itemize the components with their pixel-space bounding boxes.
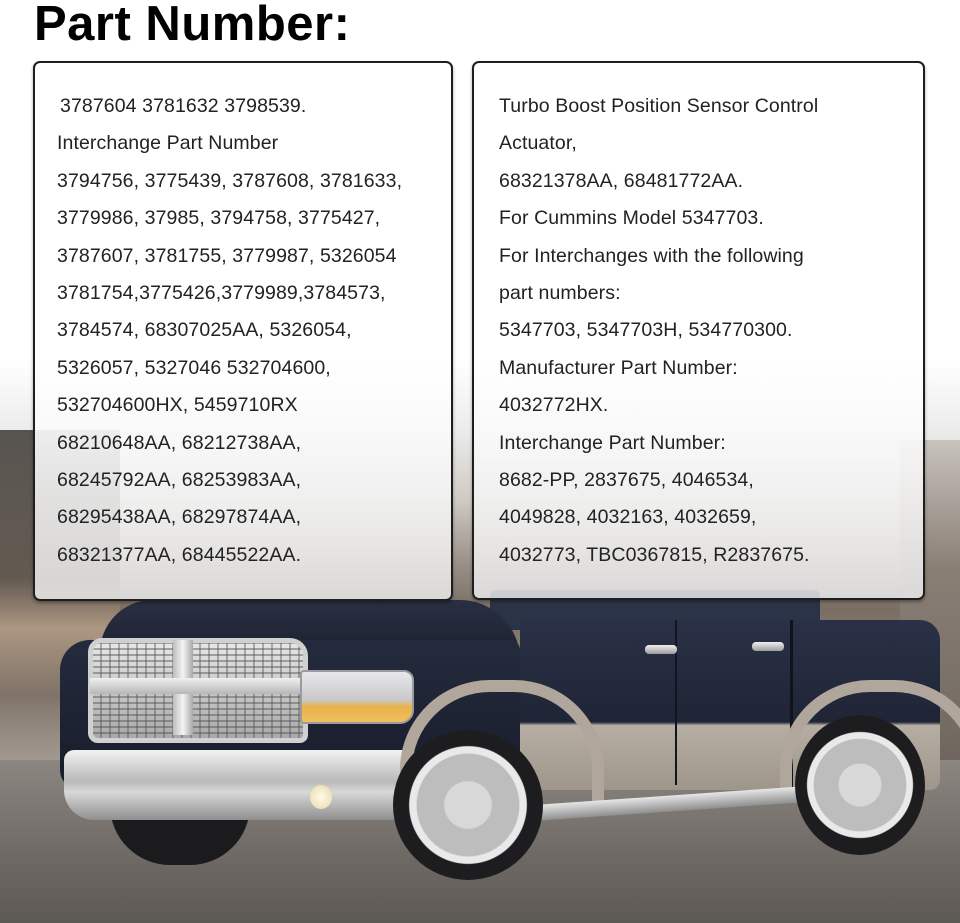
- text-line: 4032773, TBC0367815, R2837675.: [499, 543, 810, 566]
- text-line: 68321377AA, 68445522AA.: [57, 543, 302, 566]
- text-line: Interchange Part Number:: [499, 431, 726, 454]
- text-line: 3784574, 68307025AA, 5326054,: [57, 319, 352, 342]
- rear-wheel: [795, 715, 925, 855]
- truck-headlight: [300, 670, 414, 724]
- text-line: 3794756, 3775439, 3787608, 3781633,: [57, 169, 403, 192]
- text-line: 4032772HX.: [499, 394, 609, 417]
- text-line: 4049828, 4032163, 4032659,: [499, 506, 757, 529]
- text-line: 8682-PP, 2837675, 4046534,: [499, 469, 754, 492]
- truck-foglight: [310, 785, 332, 809]
- page-title: Part Number:: [34, 0, 351, 51]
- interchange-part-numbers-box: [33, 61, 453, 601]
- text-line: Manufacturer Part Number:: [499, 356, 738, 379]
- text-line: 68210648AA, 68212738AA,: [57, 431, 302, 454]
- text-line: 3779986, 37985, 3794758, 3775427,: [57, 207, 381, 230]
- door-handle-rear: [752, 642, 784, 651]
- product-description-box: [472, 61, 925, 600]
- text-line: 68245792AA, 68253983AA,: [57, 469, 302, 492]
- text-line: Interchange Part Number: [57, 132, 279, 155]
- text-line: Turbo Boost Position Sensor Control: [499, 95, 819, 117]
- text-line: 3787604 3781632 3798539.: [60, 95, 307, 117]
- front-wheel: [393, 730, 543, 880]
- truck-bumper: [64, 750, 414, 820]
- text-line: 5347703, 5347703H, 534770300.: [499, 319, 793, 342]
- grille-crosshair-horizontal: [90, 678, 300, 694]
- text-line: For Cummins Model 5347703.: [499, 207, 764, 230]
- door-handle-front: [645, 645, 677, 654]
- pickup-truck-image: [60, 590, 950, 900]
- part-number-list-left: [57, 88, 402, 574]
- text-line: part numbers:: [499, 282, 621, 305]
- text-line: 3781754,3775426,3779989,3784573,: [57, 282, 386, 305]
- part-number-list-right: [499, 88, 818, 574]
- text-line: 68321378AA, 68481772AA.: [499, 169, 744, 192]
- text-line: 532704600HX, 5459710RX: [57, 394, 298, 417]
- text-line: For Interchanges with the following: [499, 244, 804, 267]
- text-line: 68295438AA, 68297874AA,: [57, 506, 302, 529]
- text-line: 5326057, 5327046 532704600,: [57, 356, 331, 379]
- text-line: Actuator,: [499, 132, 577, 155]
- text-line: 3787607, 3781755, 3779987, 5326054: [57, 244, 397, 267]
